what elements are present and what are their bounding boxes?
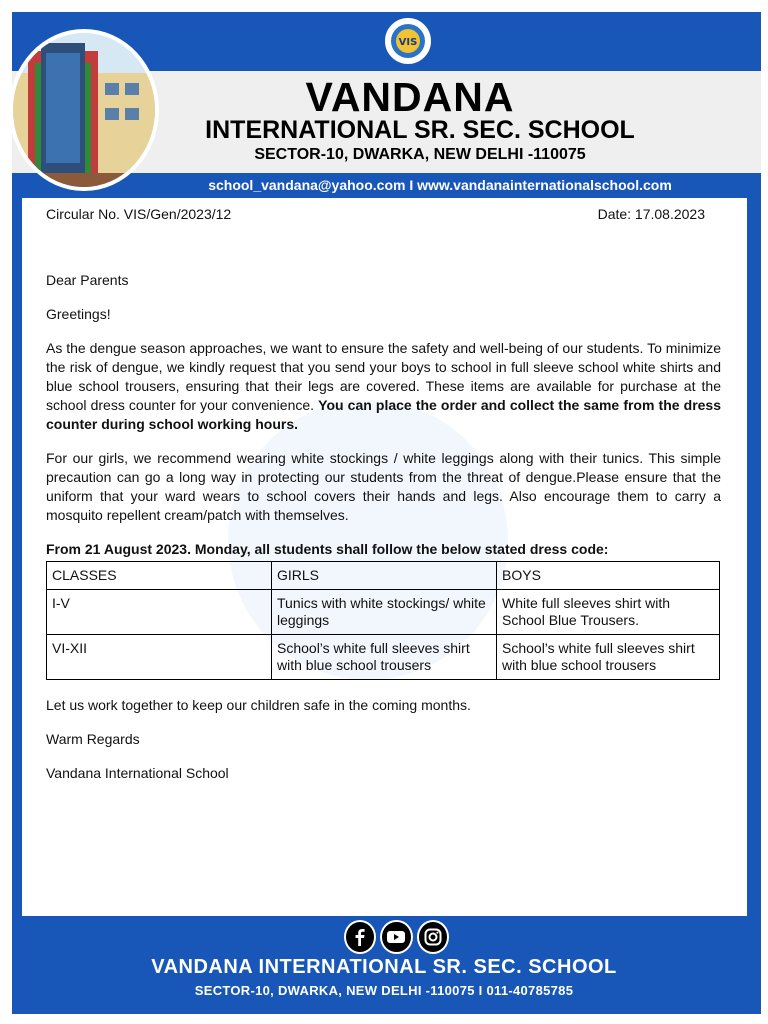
cell-girls: School’s white full sleeves shirt with blue school trousers: [272, 635, 497, 680]
greeting: Greetings!: [46, 306, 111, 322]
school-building-photo: [9, 29, 159, 191]
school-emblem-logo: [383, 16, 433, 66]
table-header-row: [47, 562, 720, 590]
closing-line: Let us work together to keep our children safe in the coming months.: [46, 697, 471, 713]
cell-boys: School’s white full sleeves shirt with blue school trousers: [497, 635, 720, 680]
paragraph-text: As the dengue season approaches, we want to ensure the safety and well-being of our students. To minimize the risk of dengue, we kindly request that you send your boys to school in full sleeve school white shirts and blue school trousers, ensuring that their legs are covered. These items are available for purchase at the school dress counter for your convenience.: [46, 340, 721, 413]
dress-code-heading: From 21 August 2023. Monday, all students shall follow the below stated dress code:: [46, 541, 609, 557]
facebook-icon[interactable]: [344, 920, 376, 954]
contact-bar: school_vandana@yahoo.com I www.vandanainternationalschool.com: [208, 177, 672, 193]
paragraph-dengue-girls: For our girls, we recommend wearing white stockings / white leggings along with their tunics. This simple precaution can go a long way in protecting our students from the threat of dengue.Please ensure that the uniform that your ward wears to school covers their hands and legs. Also encourage them to carry a mosquito repellent cream/patch with themselves.: [46, 450, 721, 523]
youtube-icon[interactable]: [380, 920, 412, 954]
footer-school-name: VANDANA INTERNATIONAL SR. SEC. SCHOOL: [151, 956, 617, 978]
instagram-icon[interactable]: [417, 920, 449, 954]
table-row: [47, 590, 720, 635]
letter-content: [46, 205, 721, 783]
header-boys: BOYS: [497, 562, 720, 590]
footer-address: SECTOR-10, DWARKA, NEW DELHI -110075 I 011-40785785: [194, 983, 574, 998]
circular-date: Date: 17.08.2023: [597, 206, 705, 222]
social-icons: [344, 920, 449, 956]
regards: Warm Regards: [46, 731, 140, 747]
school-address: SECTOR-10, DWARKA, NEW DELHI -110075: [254, 146, 586, 163]
dress-code-table: [46, 561, 720, 680]
header-girls: GIRLS: [272, 562, 497, 590]
table-row: [47, 635, 720, 680]
school-full-name: INTERNATIONAL SR. SEC. SCHOOL: [205, 116, 635, 144]
cell-girls: Tunics with white stockings/ white leggings: [272, 590, 497, 635]
cell-class: VI-XII: [47, 635, 272, 680]
school-name: VANDANA: [305, 74, 515, 120]
header-classes: CLASSES: [47, 562, 272, 590]
cell-class: I-V: [47, 590, 272, 635]
paragraph-emphasis: You can place the order and collect the same from the dress counter during school working hours.: [46, 397, 722, 432]
signature: Vandana International School: [46, 765, 229, 781]
circular-number: Circular No. VIS/Gen/2023/12: [46, 206, 232, 222]
circular-meta: [46, 205, 705, 224]
cell-boys: White full sleeves shirt with School Blue Trousers.: [497, 590, 720, 635]
salutation: Dear Parents: [46, 272, 129, 288]
paragraph-dengue-boys: [46, 339, 721, 434]
emblem-monogram: VIS: [398, 37, 418, 48]
